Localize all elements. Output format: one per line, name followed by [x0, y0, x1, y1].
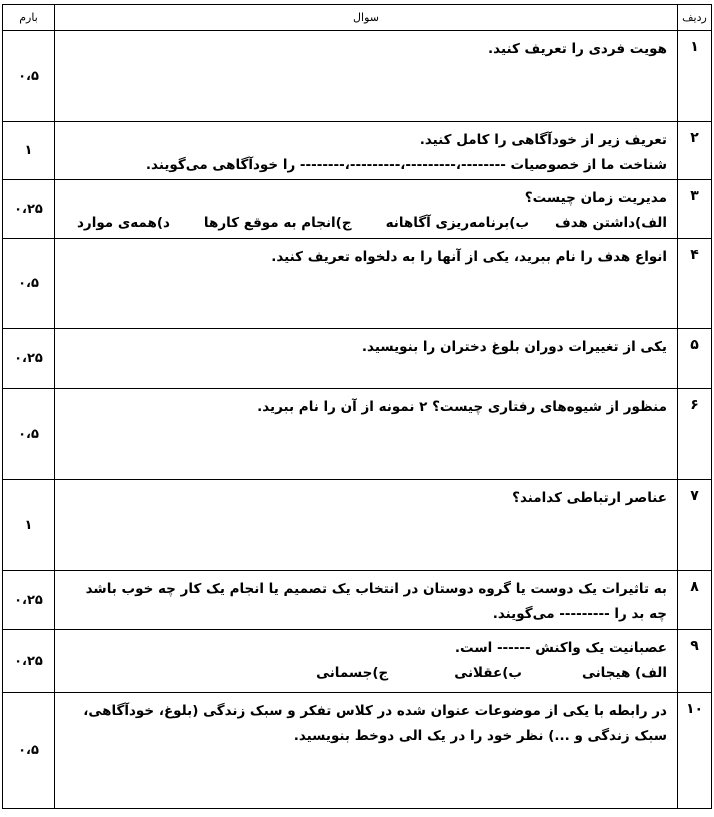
option-c: ج)جسمانی — [316, 665, 389, 681]
question-text: انواع هدف را نام ببرید، یکی از آنها را به دلخواه تعریف کنید. — [271, 249, 667, 265]
row-number: ۵ — [678, 329, 712, 389]
row-number: ۶ — [678, 389, 712, 480]
table-row — [3, 571, 712, 630]
option-b: ب)عقلانی — [454, 665, 522, 681]
table-row — [3, 630, 712, 693]
question-text: هویت فردی را تعریف کنید. — [488, 41, 667, 57]
question-fill-blank: شناخت ما از خصوصیات --------،---------،---------،-------- را خودآگاهی می‌گویند. — [145, 157, 667, 173]
score-value: ۰،۵ — [3, 693, 55, 809]
question-cell — [55, 329, 678, 389]
question-text: عصبانیت یک واکنش ------ است. — [454, 640, 667, 656]
table-header — [3, 5, 712, 31]
option-d: د)همه‌ی موارد — [77, 215, 170, 231]
question-cell — [55, 122, 678, 180]
row-number: ۱۰ — [678, 693, 712, 809]
table-row — [3, 389, 712, 480]
question-text: به تاثیرات یک دوست یا گروه دوستان در انتخاب یک تصمیم یا انجام یک کار چه خوب باشد چه بد را --------- می‌گویند. — [85, 581, 667, 622]
table-row — [3, 31, 712, 122]
options-list — [65, 211, 667, 236]
question-cell — [55, 630, 678, 693]
question-text: عناصر ارتباطی کدامند؟ — [512, 490, 667, 506]
options-list — [65, 661, 667, 686]
score-value: ۰،۵ — [3, 389, 55, 480]
header-row-number: ردیف — [678, 5, 712, 31]
table-row — [3, 180, 712, 239]
question-text: در رابطه با یکی از موضوعات عنوان شده در کلاس تفکر و سبک زندگی (بلوغ، خودآگاهی، سبک زندگی و ...) نظر خود را در یک الی دوخط بنویسید. — [83, 703, 667, 744]
row-number: ۷ — [678, 480, 712, 571]
question-cell — [55, 180, 678, 239]
question-cell — [55, 571, 678, 630]
question-cell — [55, 239, 678, 329]
question-text: منظور از شیوه‌های رفتاری چیست؟ ۲ نمونه از آن را نام ببرید. — [257, 399, 667, 415]
question-cell — [55, 31, 678, 122]
table-row — [3, 329, 712, 389]
table-row — [3, 122, 712, 180]
question-cell — [55, 693, 678, 809]
table-row — [3, 693, 712, 809]
score-value: ۰،۵ — [3, 239, 55, 329]
option-a: الف)داشتن هدف — [555, 215, 667, 231]
option-a: الف) هیجانی — [581, 665, 667, 681]
header-question: سوال — [55, 5, 678, 31]
question-cell — [55, 480, 678, 571]
score-value: ۰،۲۵ — [3, 180, 55, 239]
row-number: ۹ — [678, 630, 712, 693]
score-value: ۱ — [3, 480, 55, 571]
row-number: ۴ — [678, 239, 712, 329]
option-c: ج)انجام به موقع کارها — [203, 215, 352, 231]
question-cell — [55, 389, 678, 480]
table-row — [3, 239, 712, 329]
score-value: ۰،۲۵ — [3, 630, 55, 693]
table-row — [3, 480, 712, 571]
question-text: مدیریت زمان چیست؟ — [524, 190, 667, 206]
row-number: ۲ — [678, 122, 712, 180]
score-value: ۱ — [3, 122, 55, 180]
row-number: ۸ — [678, 571, 712, 630]
row-number: ۳ — [678, 180, 712, 239]
question-text: یکی از تغییرات دوران بلوغ دختران را بنویسید. — [361, 339, 667, 355]
option-b: ب)برنامه‌ریزی آگاهانه — [385, 215, 530, 231]
exam-table — [2, 4, 712, 809]
row-number: ۱ — [678, 31, 712, 122]
score-value: ۰،۵ — [3, 31, 55, 122]
score-value: ۰،۲۵ — [3, 329, 55, 389]
header-score: بارم — [3, 5, 55, 31]
score-value: ۰،۲۵ — [3, 571, 55, 630]
question-text: تعریف زیر از خودآگاهی را کامل کنید. — [419, 132, 667, 148]
